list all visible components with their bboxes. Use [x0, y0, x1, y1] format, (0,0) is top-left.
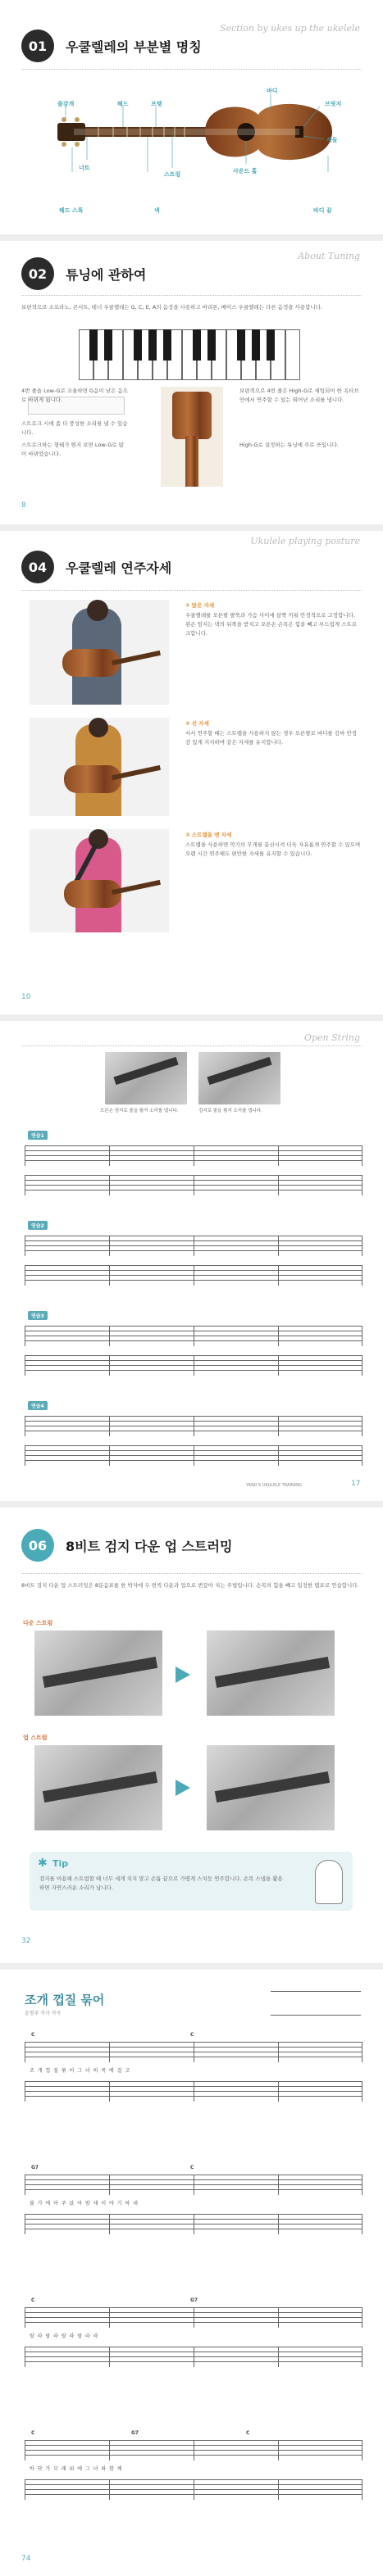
divider: [21, 69, 362, 70]
section-badge: 01: [21, 29, 54, 62]
exercise-2: [0, 1221, 383, 1295]
tab-staff: [25, 1445, 362, 1465]
song-system-3: [0, 2296, 383, 2394]
left-note-1: 4번 줄을 Low-G로 조율하면 G음이 낮은 음으로 바뀌게 됩니다.: [21, 388, 128, 403]
staff-notation: [25, 2175, 362, 2194]
chord-symbol: C: [31, 2297, 35, 2303]
piano-keyboard: [79, 329, 300, 380]
staff-notation: [25, 2042, 362, 2061]
bar-line: [278, 1265, 279, 1286]
left-note-2: 스트로크 시에 좀 더 풍성한 소리를 낼 수 있습니다.: [21, 420, 128, 436]
page-ukulele-parts: [0, 0, 383, 234]
script-heading: Open String: [303, 1032, 360, 1043]
page-number: 8: [21, 501, 26, 510]
exercise-tag: 연습4: [28, 1401, 48, 1410]
exercise-1: [0, 1131, 383, 1204]
chord-symbol: C: [190, 2165, 194, 2170]
photo-sitting: [30, 600, 169, 705]
tab-staff: [25, 1355, 362, 1375]
label-string: 스트링: [164, 171, 181, 178]
left-note-3: 스트로크하는 형태가 뭔지 보면 Low-G로 많이 바뀌었습니다.: [21, 442, 124, 457]
exercise-tag: 연습3: [28, 1311, 48, 1320]
section-title: 튜닝에 관하여: [66, 266, 147, 283]
label-nut: 너트: [79, 165, 90, 171]
photo-thumb-pluck: [105, 1052, 187, 1104]
section-header: [21, 551, 171, 583]
page-number: 17: [351, 1480, 361, 1488]
text-sitting: 우쿨렐레를 오른팔 팔뚝과 가슴 사이에 살짝 끼워 안정적으로 고정합니다. 왼손 엄지는 넥의 뒤쪽을 받치고 오른손 손목은 힘을 빼고 부드럽게 스트로크합니다.: [185, 612, 358, 637]
page-posture: [0, 531, 383, 1014]
bar-line: [278, 2081, 279, 2102]
arrow-icon: [176, 1780, 190, 1796]
sparkle-icon: ✱: [38, 1857, 48, 1870]
page-song-sheet: [0, 1970, 383, 2576]
bar-line: [109, 2479, 110, 2500]
label-head: 헤드: [117, 101, 129, 107]
text-strap: 스트랩을 사용하면 악기의 무게를 분산시켜 더욱 자유롭게 연주할 수 있으며 오랜 시간 연주해도 편안한 자세를 유지할 수 있습니다.: [185, 841, 361, 857]
chord-symbol: G7: [131, 2430, 139, 2436]
chord-symbol: C: [31, 2430, 35, 2436]
lyrics-line: 바 닷 가 모 래 위 에 그 녀 와 함 께: [30, 2466, 123, 2472]
bar-line: [278, 2479, 279, 2500]
tab-staff: [25, 1265, 362, 1285]
staff-notation: [25, 1326, 362, 1345]
lyrics-line: 조 개 껍 질 묶 어 그 녀 의 목 에 걸 고: [30, 2068, 131, 2074]
label-fret: 프렛: [151, 101, 162, 107]
label-headstock: 헤드 스톡: [59, 207, 84, 214]
bar-line: [278, 2347, 279, 2367]
divider: [21, 590, 362, 591]
lyrics-line: 불 가 에 마 주 앉 아 밤 새 이 야 기 하 네: [30, 2201, 139, 2206]
song-system-4: [0, 2429, 383, 2527]
tab-staff: [25, 1175, 362, 1195]
photo-index-pluck: [198, 1052, 280, 1104]
bar-line: [109, 1236, 110, 1256]
chord-symbol: C: [246, 2430, 250, 2436]
song-credits: 윤형주 작사 작곡: [25, 2011, 62, 2016]
divider: [21, 1045, 362, 1046]
section-title: 우쿨렐레의 부분별 명칭: [66, 39, 202, 55]
tip-box: [30, 1852, 353, 1911]
bar-line: [109, 2042, 110, 2062]
mascot-illustration: [315, 1860, 343, 1904]
tab-staff: [25, 2347, 362, 2366]
label-tuner: 줄감개: [57, 101, 75, 107]
strum-pattern: [271, 1991, 361, 2016]
right-note-2: High-G로 설정하는 튜닝에 주로 쓰입니다.: [239, 442, 339, 448]
page-gap: [0, 234, 383, 241]
label-bridge: 브릿지: [325, 101, 342, 107]
page-gap: [0, 1501, 383, 1508]
section-title: 8비트 검지 다운 업 스트러밍: [66, 1538, 233, 1554]
bar-line: [278, 2214, 279, 2234]
label-body-end: 바디 끝: [313, 207, 332, 214]
running-footer: YANG'S UKULELE TRAINING: [246, 1483, 302, 1488]
bar-line: [278, 1175, 279, 1195]
script-heading: Section by ukes up the ukelele: [220, 23, 360, 34]
bar-line: [109, 2175, 110, 2195]
page-gap: [0, 1014, 383, 1021]
lyrics-line: 랄 라 랄 라 랄 라 랄 라 라: [30, 2333, 99, 2339]
intro-text: 8비트 검지 다운 업 스트러밍은 8분음표를 한 박자에 두 번씩 다운과 업으로 번갈아 치는 주법입니다. 손목의 힘을 빼고 일정한 템포로 연습합니다.: [21, 1582, 359, 1589]
bar-line: [109, 1175, 110, 1195]
head: [57, 123, 85, 141]
section-badge: 06: [21, 1529, 54, 1562]
staff-notation: [25, 1236, 362, 1255]
page-number: 74: [21, 2555, 31, 2563]
bar-line: [109, 1145, 110, 1166]
song-title: 조개 껍질 묶어: [25, 1993, 105, 2007]
chord-symbol: G7: [31, 2165, 39, 2170]
staff-notation: [25, 2440, 362, 2460]
label-up-strum: 업 스트럼: [23, 1735, 48, 1741]
bar-line: [278, 1145, 279, 1166]
photo-strap: [30, 829, 169, 932]
page-gap: [0, 1963, 383, 1970]
ukulele-headstock-photo: [161, 387, 223, 487]
photo-down-end: [207, 1630, 335, 1716]
exercise-tag: 연습1: [28, 1131, 48, 1140]
bar-line: [109, 1355, 110, 1376]
exercise-tag: 연습2: [28, 1221, 48, 1230]
label-down-strum: 다운 스트럼: [23, 1620, 53, 1626]
chord-symbol: C: [190, 2032, 194, 2038]
label-sound-hole: 사운드 홀: [233, 168, 258, 175]
bar-line: [278, 2307, 279, 2328]
bar-line: [278, 2175, 279, 2195]
label-body: 바디: [267, 88, 278, 94]
chord-symbol: G7: [190, 2297, 198, 2303]
ukulele-diagram: [49, 82, 344, 188]
section-header: [21, 29, 202, 62]
divider: [21, 1573, 362, 1574]
page-strumming: [0, 1508, 383, 1963]
bar-line: [278, 1236, 279, 1256]
divider: [21, 295, 362, 296]
page-number: 10: [21, 993, 31, 1001]
photo-standing: [30, 718, 169, 816]
photo-down-start: [34, 1630, 162, 1716]
page-tuning: [0, 241, 383, 524]
right-note-1: 보편적으로 4번 줄은 High-G로 세팅되어 한 옥타브 안에서 연주할 수 있는 뛰어난 소리를 냅니다.: [239, 388, 359, 403]
label-saddle: 새들: [326, 137, 338, 143]
exercise-4: [0, 1401, 383, 1475]
bar-line: [109, 2440, 110, 2460]
script-heading: Ukulele playing posture: [250, 536, 360, 546]
section-badge: 02: [21, 257, 54, 290]
bar-line: [278, 1445, 279, 1466]
bar-line: [109, 2081, 110, 2102]
section-header: [21, 1529, 232, 1562]
staff-notation: [25, 1416, 362, 1435]
bar-line: [109, 2214, 110, 2234]
tip-text: 검지를 이용해 스트럼할 때 너무 세게 치지 말고 손톱 끝으로 가볍게 스치듯 연주합니다. 손목 스냅을 활용하면 자연스러운 소리가 납니다.: [39, 1875, 283, 1891]
staff-notation: [25, 2307, 362, 2327]
page-number: 32: [21, 1937, 31, 1945]
script-heading: About Tuning: [298, 251, 360, 261]
section-badge: 04: [21, 551, 54, 583]
intro-text: 보편적으로 소프라노, 콘서트, 테너 우쿨렐레는 G, C, E, A의 음정을 사용하고 바리톤, 베이스 우쿨렐레는 다른 음정을 사용합니다.: [21, 304, 323, 311]
section-title: 우쿨렐레 연주자세: [66, 560, 172, 576]
photo-up-start: [34, 1745, 162, 1830]
page-gap: [0, 524, 383, 531]
bar-line: [109, 1265, 110, 1286]
song-system-2: [0, 2163, 383, 2261]
song-system-1: [0, 2030, 383, 2129]
bar-line: [109, 2347, 110, 2367]
bar-line: [109, 2307, 110, 2328]
bar-line: [278, 2042, 279, 2062]
tab-staff: [25, 2081, 362, 2101]
tip-title: Tip: [52, 1858, 69, 1869]
section-header: [21, 257, 146, 290]
label-neck: 넥: [154, 207, 160, 214]
subheading-sitting: ① 앉은 자세: [185, 602, 215, 609]
caption-index: 검지로 줄을 튕겨 소리를 냅니다.: [198, 1109, 262, 1113]
tab-staff: [25, 2214, 362, 2234]
page-open-string: [0, 1021, 383, 1501]
bar-line: [278, 1416, 279, 1436]
bar-line: [278, 2440, 279, 2460]
arrow-icon: [176, 1667, 190, 1683]
bar-line: [109, 1416, 110, 1436]
text-standing: 서서 연주할 때는 스트랩을 사용하지 않는 경우 오른팔로 바디를 감싸 안정감 있게 지지하며 같은 자세를 유지합니다.: [185, 730, 358, 746]
bar-line: [278, 1355, 279, 1376]
subheading-strap: ③ 스트랩을 멘 자세: [185, 832, 232, 838]
staff-notation: [25, 1145, 362, 1165]
photo-up-end: [207, 1745, 335, 1830]
bar-line: [109, 1326, 110, 1346]
caption-thumb: 오른손 엄지로 줄을 튕겨 소리를 냅니다.: [100, 1109, 179, 1113]
exercise-3: [0, 1311, 383, 1385]
subheading-standing: ② 선 자세: [185, 720, 209, 727]
bar-line: [109, 1445, 110, 1466]
bar-line: [278, 1326, 279, 1346]
tab-staff: [25, 2479, 362, 2499]
chord-symbol: C: [31, 2032, 35, 2038]
